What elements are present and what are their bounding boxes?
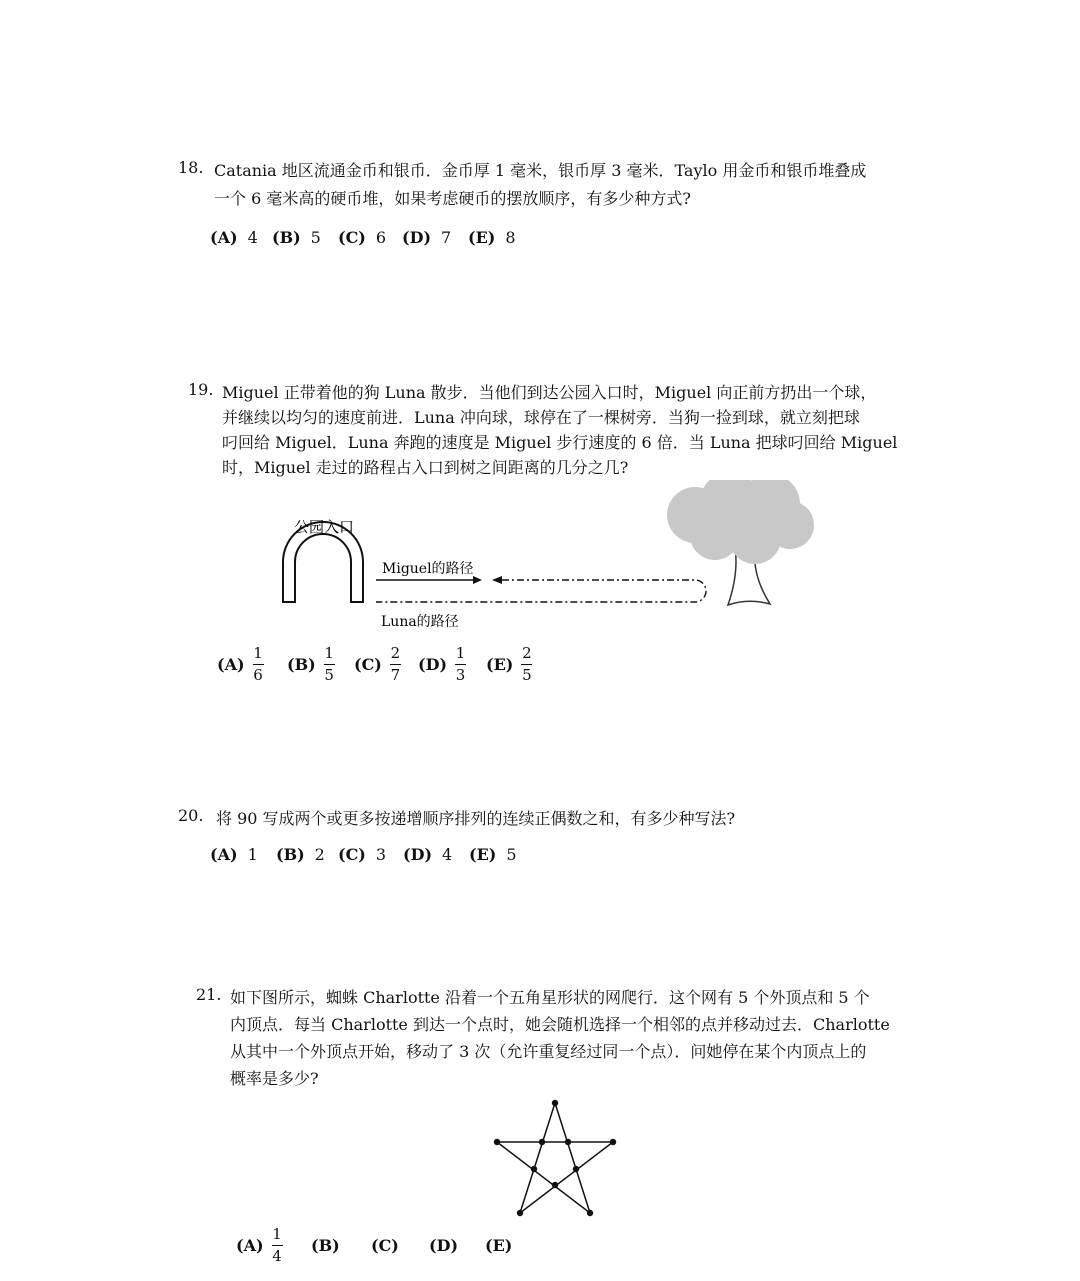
option-d: (D) 4 [403,845,453,864]
option-b: (B) [311,1236,340,1255]
option-e: (E) [485,1236,513,1255]
outer-vertex [587,1210,593,1216]
option-a: (A) $\frac{1}{6}$ [217,644,263,684]
question-text-line: 时，Miguel 走过的路程占入口到树之间距离的几分之几? [222,458,629,477]
star-vertices [494,1100,616,1216]
answer-options [210,228,516,247]
question-text-line: 将 90 写成两个或更多按递增顺序排列的连续正偶数之和，有多少种写法? [216,809,736,828]
outer-vertex [517,1210,523,1216]
question-text-line: 概率是多少? [230,1069,319,1088]
star-edges [497,1103,613,1213]
question-text-line: 并继续以均匀的速度前进．Luna 冲向球，球停在了一棵树旁．当狗一捡到球，就立刻把球 [222,408,860,427]
luna-arrowhead [492,576,502,584]
question-text-line: Catania 地区流通金币和银币．金币厚 1 毫米，银币厚 3 毫米．Taylo 用金币和银币堆叠成 [214,161,867,180]
question-number: 18. [178,158,204,177]
inner-vertex [565,1139,571,1145]
outer-vertex [610,1139,616,1145]
answer-options [210,845,517,864]
luna-path-line [376,580,706,602]
option-e: (E) 5 [469,845,517,864]
question-text-line: 内顶点．每当 Charlotte 到达一个点时，她会随机选择一个相邻的点并移动过去．Charlotte [230,1015,890,1034]
option-c: (C) 6 [338,228,387,247]
question-text-line: 叼回给 Miguel．Luna 奔跑的速度是 Miguel 步行速度的 6 倍．当 Luna 把球叼回给 Miguel [222,433,898,452]
miguel-arrowhead [473,576,482,584]
gate-label: 公园入口 [294,518,355,536]
question-text-line: 如下图所示，蜘蛛 Charlotte 沿着一个五角星形状的网爬行．这个网有 5 个外顶点和 5 个 [230,988,870,1007]
question-text-line: Miguel 正带着他的狗 Luna 散步．当他们到达公园入口时，Miguel 向正前方扔出一个球， [222,383,877,402]
answer-options [217,646,532,683]
inner-vertex [539,1139,545,1145]
park-diagram [270,480,820,640]
option-b: (B) $\frac{1}{5}$ [287,644,334,684]
option-b: (B) 2 [276,845,325,864]
option-a: (A) 1 [210,845,258,864]
option-e: (E) 8 [468,228,516,247]
pentagram-web-diagram [486,1094,626,1224]
option-b: (B) 5 [272,228,321,247]
option-d: (D) $\frac{1}{3}$ [418,644,466,684]
outer-vertex [494,1139,500,1145]
inner-vertex [552,1182,558,1188]
inner-vertex [573,1166,579,1172]
question-number: 21. [196,985,222,1004]
question-text-line: 从其中一个外顶点开始，移动了 3 次（允许重复经过同一个点）．问她停在某个内顶点上的 [230,1042,867,1061]
option-e: (E) $\frac{2}{5}$ [486,644,532,684]
option-c: (C) 3 [338,845,387,864]
option-d: (D) 7 [402,228,452,247]
option-a: (A) 4 [210,228,258,247]
luna-path-label: Luna的路径 [381,614,459,630]
question-number: 19. [188,380,214,399]
inner-vertex [531,1166,537,1172]
option-c: (C) [371,1236,399,1255]
answer-options [236,1227,512,1264]
option-c: (C) $\frac{2}{7}$ [354,644,401,684]
question-text-line: 一个 6 毫米高的硬币堆，如果考虑硬币的摆放顺序，有多少种方式? [214,189,691,208]
option-a: (A) $\frac{1}{4}$ [236,1225,282,1265]
outer-vertex [552,1100,558,1106]
tree-illustration [667,480,814,605]
option-d: (D) [429,1236,459,1255]
miguel-path-label: Miguel的路径 [382,561,474,577]
question-number: 20. [178,806,204,825]
